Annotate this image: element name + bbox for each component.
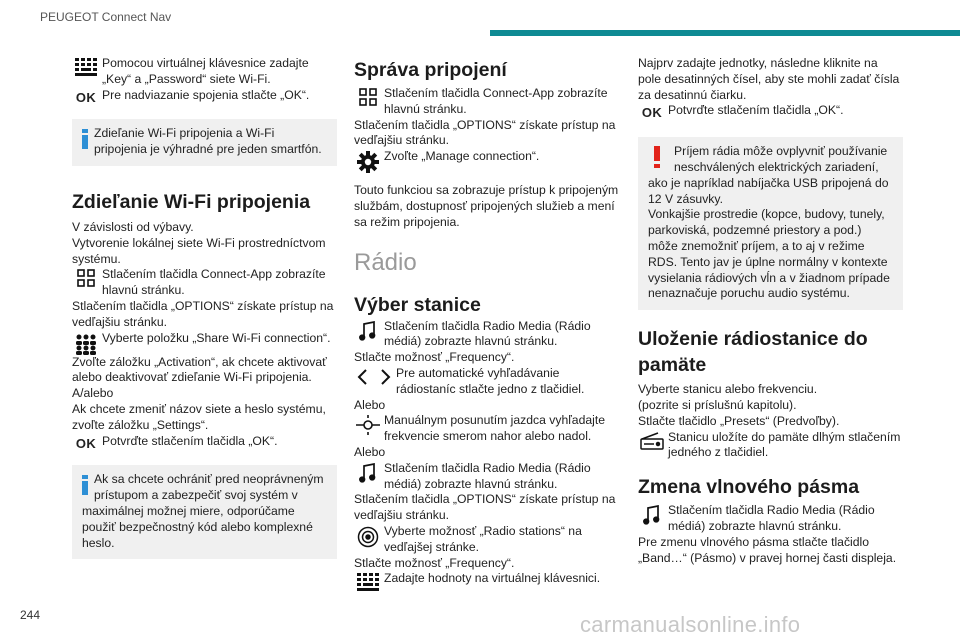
manage-connection-step (354, 149, 619, 173)
paragraph: Alebo (354, 397, 386, 412)
section-heading-station: Výber stanice (354, 293, 481, 316)
column-3 (638, 50, 903, 566)
radio-media-step (354, 319, 619, 351)
warning-text: Príjem rádia môže ovplyvniť používanie neschválených elektrických zariadení, ako je napríklad nabíjačka USB pripojená do 12 V zásuvky. (648, 144, 889, 206)
header-title: PEUGEOT Connect Nav (40, 10, 172, 24)
radio-stations-text: Vyberte možnosť „Radio stations“ na vedľajšej stránke. (384, 523, 582, 554)
music-note-icon (638, 503, 666, 525)
paragraph: Zvoľte záložku „Activation“, ak chcete aktivovať alebo deaktivovať zdieľanie Wi-Fi pripojenia. (72, 354, 327, 385)
paragraph: Vytvorenie lokálnej siete Wi-Fi prostredníctvom systému. (72, 235, 326, 266)
section-heading-presets: Uloženie rádiostanice do pamäte (638, 328, 868, 377)
info-box-wifi (72, 119, 337, 166)
keyboard-step-text: Pomocou virtuálnej klávesnice zadajte „Key“ a „Password“ siete Wi-Fi. (102, 56, 309, 86)
manage-connection-text: Zvoľte „Manage connection“. (384, 149, 540, 164)
radio-stations-step (354, 524, 619, 556)
watermark: carmanualsonline.info (580, 612, 801, 637)
radio-media-text: Stlačením tlačidla Radio Media (Rádio médiá) zobrazte hlavnú stránku. (384, 460, 591, 491)
manual-slider-text: Manuálnym posunutím jazdca vyhľadajte frekvencie smerom nahor alebo nadol. (384, 413, 606, 444)
store-station-step (638, 430, 903, 462)
keyboard-step (72, 56, 337, 88)
music-note-icon (354, 319, 382, 341)
paragraph: Stlačením tlačidla „OPTIONS“ získate prístup na vedľajšiu stránku. (354, 492, 616, 523)
auto-search-step (354, 366, 619, 398)
paragraph: Pre zmenu vlnového pásma stlačte tlačidlo „Band…“ (Pásmo) v pravej hornej časti displeja. (638, 534, 897, 565)
keyboard-step (354, 571, 619, 591)
manual-slider-step (354, 413, 619, 445)
info-box-text: Zdieľanie Wi-Fi pripojenia a Wi-Fi pripojenia je výhradné pre jeden smartfón. (94, 126, 322, 157)
paragraph: V závislosti od výbavy. (72, 219, 194, 234)
paragraph: Stlačením tlačidla „OPTIONS“ získate prístup na vedľajšiu stránku. (354, 117, 616, 148)
confirm-step (72, 434, 337, 452)
connect-app-step (354, 86, 619, 118)
keyboard-icon (354, 571, 382, 591)
store-station-text: Stanicu uložíte do pamäte dlhým stlačením jedného z tlačidiel. (668, 429, 901, 460)
warning-box-reception (638, 137, 903, 310)
ok-step-text: Potvrďte stlačením tlačidla „OK“. (668, 103, 844, 118)
connect-app-icon (354, 86, 382, 106)
ok-icon: OK (75, 435, 97, 451)
paragraph: Alebo (354, 444, 386, 459)
paragraph: Stlačte možnosť „Frequency“. (354, 350, 515, 365)
paragraph: Touto funkciou sa zobrazuje prístup k pripojeným službám, dostupnosť pripojených služieb a mení sa režim pripojenia. (354, 183, 619, 229)
warning-text: Vonkajšie prostredie (kopce, budovy, tunely, parkoviská, podzemné priestory a pod.) môže znemožniť príjem, a to aj v režime RDS. Tento jav je úplne normálny v kontexte vysielania rádiových vĺn a v žiadnom prípade nenaznačuje poruchu audio systému. (648, 207, 890, 301)
page-number: 244 (20, 608, 41, 622)
confirm-text: Potvrďte stlačením tlačidla „OK“. (102, 433, 278, 448)
ok-step (72, 88, 337, 106)
paragraph: Stlačením tlačidla „OPTIONS“ získate prístup na vedľajšiu stránku. (72, 298, 334, 329)
connect-app-icon (72, 267, 100, 287)
connect-app-step (72, 267, 337, 299)
column-2 (354, 50, 619, 591)
info-icon (82, 129, 88, 154)
radio-stations-icon (354, 524, 382, 548)
chapter-heading-radio: Rádio (354, 248, 417, 276)
slider-icon (354, 413, 382, 435)
keyboard-icon (72, 56, 100, 76)
paragraph: Vyberte stanicu alebo frekvenciu. (638, 382, 818, 397)
section-heading-band: Zmena vlnového pásma (638, 476, 860, 499)
ok-icon: OK (641, 105, 663, 121)
share-users-icon (72, 331, 100, 355)
paragraph: Najprv zadajte jednotky, následne kliknite na pole desatinných čísel, aby ste mohli zadať čísla za desatinnú čiarku. (638, 56, 900, 102)
ok-step (638, 103, 903, 121)
keyboard-step-text: Zadajte hodnoty na virtuálnej klávesnici. (384, 571, 601, 586)
paragraph: A/alebo (72, 386, 114, 401)
connect-app-text: Stlačením tlačidla Connect-App zobrazíte hlavnú stránku. (384, 86, 608, 116)
share-wifi-step (72, 331, 337, 355)
presets-icon (638, 430, 666, 450)
info-box-text: Ak sa chcete ochrániť pred neoprávneným prístupom a zabezpečiť svoj systém v maximálnej možnej miere, odporúčame použiť bezpečnostný kód alebo komplexné heslo. (82, 472, 324, 550)
chevrons-icon (354, 366, 394, 386)
radio-media-text: Stlačením tlačidla Radio Media (Rádio médiá) zobrazte hlavnú stránku. (668, 503, 875, 533)
paragraph: (pozrite si príslušnú kapitolu). (638, 397, 797, 412)
ok-step-text: Pre nadviazanie spojenia stlačte „OK“. (102, 87, 310, 102)
header-accent-bar (490, 30, 960, 36)
column-1 (72, 50, 337, 559)
radio-media-text: Stlačením tlačidla Radio Media (Rádio médiá) zobrazte hlavnú stránku. (384, 318, 591, 349)
share-wifi-text: Vyberte položku „Share Wi-Fi connection“. (102, 330, 331, 345)
paragraph: Stlačte možnosť „Frequency“. (354, 555, 515, 570)
ok-icon: OK (75, 89, 97, 105)
section-heading-share-wifi: Zdieľanie Wi-Fi pripojenia (72, 190, 311, 213)
radio-media-step (638, 503, 903, 535)
info-icon (82, 475, 88, 500)
paragraph: Stlačte tlačidlo „Presets“ (Predvoľby). (638, 413, 840, 428)
paragraph: Ak chcete zmeniť názov siete a heslo systému, zvoľte záložku „Settings“. (72, 401, 326, 432)
music-note-icon (354, 461, 382, 483)
warning-icon (654, 146, 660, 173)
connect-app-text: Stlačením tlačidla Connect-App zobrazíte hlavnú stránku. (102, 267, 326, 298)
section-heading-connections: Správa pripojení (354, 59, 507, 81)
info-box-security (72, 465, 337, 559)
radio-media-step (354, 461, 619, 493)
gear-icon (354, 149, 382, 173)
auto-search-text: Pre automatické vyhľadávanie rádiostaníc stlačte jedno z tlačidiel. (396, 365, 585, 396)
